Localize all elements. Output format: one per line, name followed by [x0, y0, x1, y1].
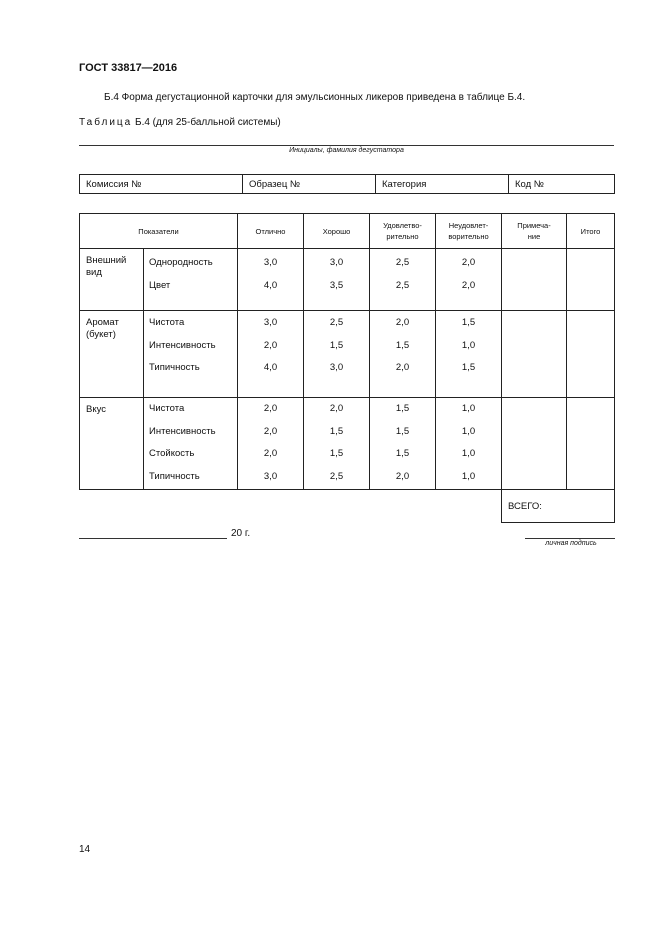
excellent-cell — [238, 311, 304, 398]
score-value: 1,0 — [461, 339, 476, 351]
indicator-names-cell — [144, 311, 238, 398]
score-value: 1,0 — [461, 425, 476, 437]
score-value: 3,0 — [329, 257, 344, 268]
header-good: Хорошо — [304, 214, 370, 249]
header-excellent: Отлично — [238, 214, 304, 249]
score-value: 1,5 — [461, 362, 476, 373]
score-value: 2,0 — [395, 470, 410, 482]
score-value: 1,5 — [329, 448, 344, 459]
table-caption-title: Б.4 (для 25-балльной системы) — [135, 117, 281, 128]
table-group-row — [80, 398, 615, 490]
score-value: 2,5 — [395, 279, 410, 291]
good-cell — [304, 249, 370, 311]
signature-label: личная подпись — [545, 540, 597, 547]
indicator-names-cell — [144, 249, 238, 311]
table-group-row — [80, 311, 615, 398]
indicator-name: Чистота — [149, 317, 185, 328]
grand-total-field[interactable]: ВСЕГО: — [502, 490, 615, 523]
intro-paragraph: Б.4 Форма дегустационной карточки для эмульсионных ликеров приведена в таблице Б.4. — [104, 92, 526, 103]
score-value: 1,5 — [395, 403, 410, 414]
score-value: 3,0 — [329, 362, 344, 373]
note-cell[interactable] — [502, 249, 567, 311]
header-total: Итого — [567, 214, 615, 249]
total-cell[interactable] — [567, 311, 615, 398]
category-field[interactable]: Категория — [376, 175, 509, 194]
score-value: 2,5 — [329, 317, 344, 328]
document-standard-number: ГОСТ 33817—2016 — [79, 62, 178, 74]
taster-name-label: Инициалы, фамилия дегустатора — [289, 147, 404, 154]
indicator-names-cell — [144, 398, 238, 490]
note-cell[interactable] — [502, 311, 567, 398]
indicator-name: Цвет — [149, 279, 171, 291]
excellent-cell — [238, 249, 304, 311]
header-indicators: Показатели — [80, 214, 238, 249]
score-value: 3,0 — [263, 257, 278, 268]
sample-info-table — [79, 174, 615, 194]
indicator-name: Чистота — [149, 403, 185, 414]
good-cell — [304, 311, 370, 398]
total-cell[interactable] — [567, 398, 615, 490]
score-value: 1,5 — [395, 448, 410, 459]
table-caption-word: Таблица — [79, 117, 133, 128]
indicator-name: Интенсивность — [149, 425, 216, 437]
indicator-name: Типичность — [149, 470, 200, 482]
score-value: 1,5 — [395, 425, 410, 437]
unsatisfactory-cell — [436, 398, 502, 490]
score-value: 4,0 — [263, 362, 278, 373]
score-value: 1,0 — [461, 470, 476, 482]
group-cell — [80, 398, 144, 490]
unsatisfactory-cell — [436, 249, 502, 311]
group-name: Вкус — [86, 404, 106, 415]
score-value: 1,5 — [395, 339, 410, 351]
table-total-row — [80, 490, 615, 523]
score-value: 2,0 — [263, 339, 278, 351]
date-year-suffix: 20 г. — [231, 528, 251, 539]
note-cell[interactable] — [502, 398, 567, 490]
group-cell — [80, 311, 144, 398]
score-value: 3,0 — [263, 470, 278, 482]
code-field[interactable]: Код № — [509, 175, 615, 194]
header-satisfactory: Удовлетво- рительно — [370, 214, 436, 249]
sample-field[interactable]: Образец № — [243, 175, 376, 194]
good-cell — [304, 398, 370, 490]
indicator-name: Типичность — [149, 362, 200, 373]
score-value: 2,0 — [461, 257, 476, 268]
score-value: 2,0 — [263, 448, 278, 459]
score-value: 4,0 — [263, 279, 278, 291]
satisfactory-cell — [370, 311, 436, 398]
group-cell — [80, 249, 144, 311]
score-value: 2,0 — [461, 279, 476, 291]
page-number: 14 — [79, 844, 91, 855]
score-value: 1,0 — [461, 403, 476, 414]
score-value: 2,0 — [395, 317, 410, 328]
total-cell[interactable] — [567, 249, 615, 311]
unsatisfactory-cell — [436, 311, 502, 398]
excellent-cell — [238, 398, 304, 490]
satisfactory-cell — [370, 249, 436, 311]
indicator-name: Стойкость — [149, 448, 195, 459]
satisfactory-cell — [370, 398, 436, 490]
table-group-row — [80, 249, 615, 311]
score-value: 2,0 — [263, 403, 278, 414]
table-caption — [79, 117, 281, 128]
commission-field[interactable]: Комиссия № — [80, 175, 243, 194]
signature-line — [525, 538, 615, 539]
score-value: 2,5 — [395, 257, 410, 268]
score-value: 2,5 — [329, 470, 344, 482]
header-note: Примеча- ние — [502, 214, 567, 249]
score-value: 2,0 — [263, 425, 278, 437]
score-value: 1,5 — [329, 339, 344, 351]
indicator-name: Однородность — [149, 257, 213, 268]
group-name: Аромат (букет) — [86, 317, 119, 340]
indicator-name: Интенсивность — [149, 339, 216, 351]
score-value: 1,0 — [461, 448, 476, 459]
score-value: 2,0 — [395, 362, 410, 373]
score-value: 3,5 — [329, 279, 344, 291]
tasting-score-table — [79, 213, 615, 523]
taster-name-line — [79, 145, 614, 146]
score-value: 3,0 — [263, 317, 278, 328]
table-header-row — [80, 214, 615, 249]
total-row-spacer — [80, 490, 502, 523]
score-value: 1,5 — [329, 425, 344, 437]
score-value: 1,5 — [461, 317, 476, 328]
date-line — [79, 538, 227, 539]
group-name: Внешний вид — [86, 255, 127, 278]
score-value: 2,0 — [329, 403, 344, 414]
header-unsatisfactory: Неудовлет- ворительно — [436, 214, 502, 249]
